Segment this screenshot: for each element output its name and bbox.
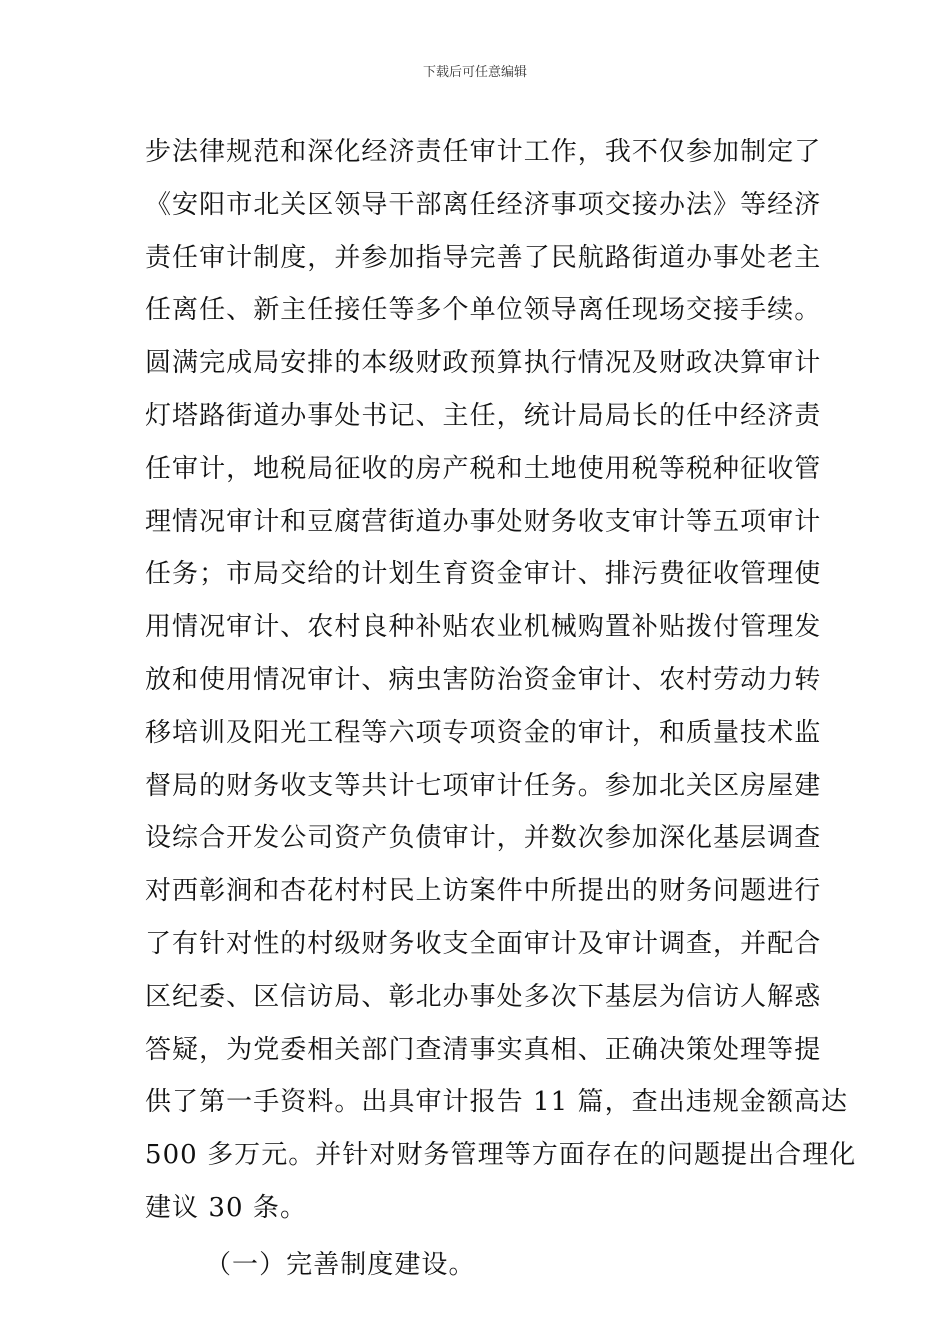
body-line: 500 多万元。并针对财务管理等方面存在的问题提出合理化 [145,1140,857,1171]
body-line: 用情况审计、农村良种补贴农业机械购置补贴拨付管理发 [145,612,822,643]
document-body [145,126,857,1292]
body-line: 建议 30 条。 [145,1192,308,1223]
section-heading: （一）完善制度建设。 [205,1249,476,1280]
body-line: 设综合开发公司资产负债审计，并数次参加深化基层调查 [145,823,822,854]
body-line: 圆满完成局安排的本级财政预算执行情况及财政决算审计 [145,348,822,379]
body-line: 任审计，地税局征收的房产税和土地使用税等税种征收管 [145,453,822,484]
body-line: 移培训及阳光工程等六项专项资金的审计，和质量技术监 [145,717,822,748]
body-line: 放和使用情况审计、病虫害防治资金审计、农村劳动力转 [145,664,822,695]
body-line: 步法律规范和深化经济责任审计工作，我不仅参加制定了 [145,137,822,167]
body-line: 答疑，为党委相关部门查清事实真相、正确决策处理等提 [145,1034,822,1065]
body-line: 供了第一手资料。出具审计报告 11 篇，查出违规金额高达 [145,1087,849,1118]
page-header: 下载后可任意编辑 [422,65,527,80]
body-line: 灯塔路街道办事处书记、主任，统计局局长的任中经济责 [145,400,822,431]
body-line: 区纪委、区信访局、彰北办事处多次下基层为信访人解惑 [145,981,822,1012]
body-line: 任离任、新主任接任等多个单位领导离任现场交接手续。 [145,295,822,326]
body-line: 理情况审计和豆腐营街道办事处财务收支审计等五项审计 [145,506,822,537]
body-line: 对西彰涧和杏花村村民上访案件中所提出的财务问题进行 [145,876,822,907]
body-line: 了有针对性的村级财务收支全面审计及审计调查，并配合 [145,928,822,959]
body-line: 《安阳市北关区领导干部离任经济事项交接办法》等经济 [145,189,822,220]
body-line: 责任审计制度，并参加指导完善了民航路街道办事处老主 [145,242,822,273]
body-line: 督局的财务收支等共计七项审计任务。参加北关区房屋建 [145,770,822,801]
body-line: 任务；市局交给的计划生育资金审计、排污费征收管理使 [145,559,822,590]
